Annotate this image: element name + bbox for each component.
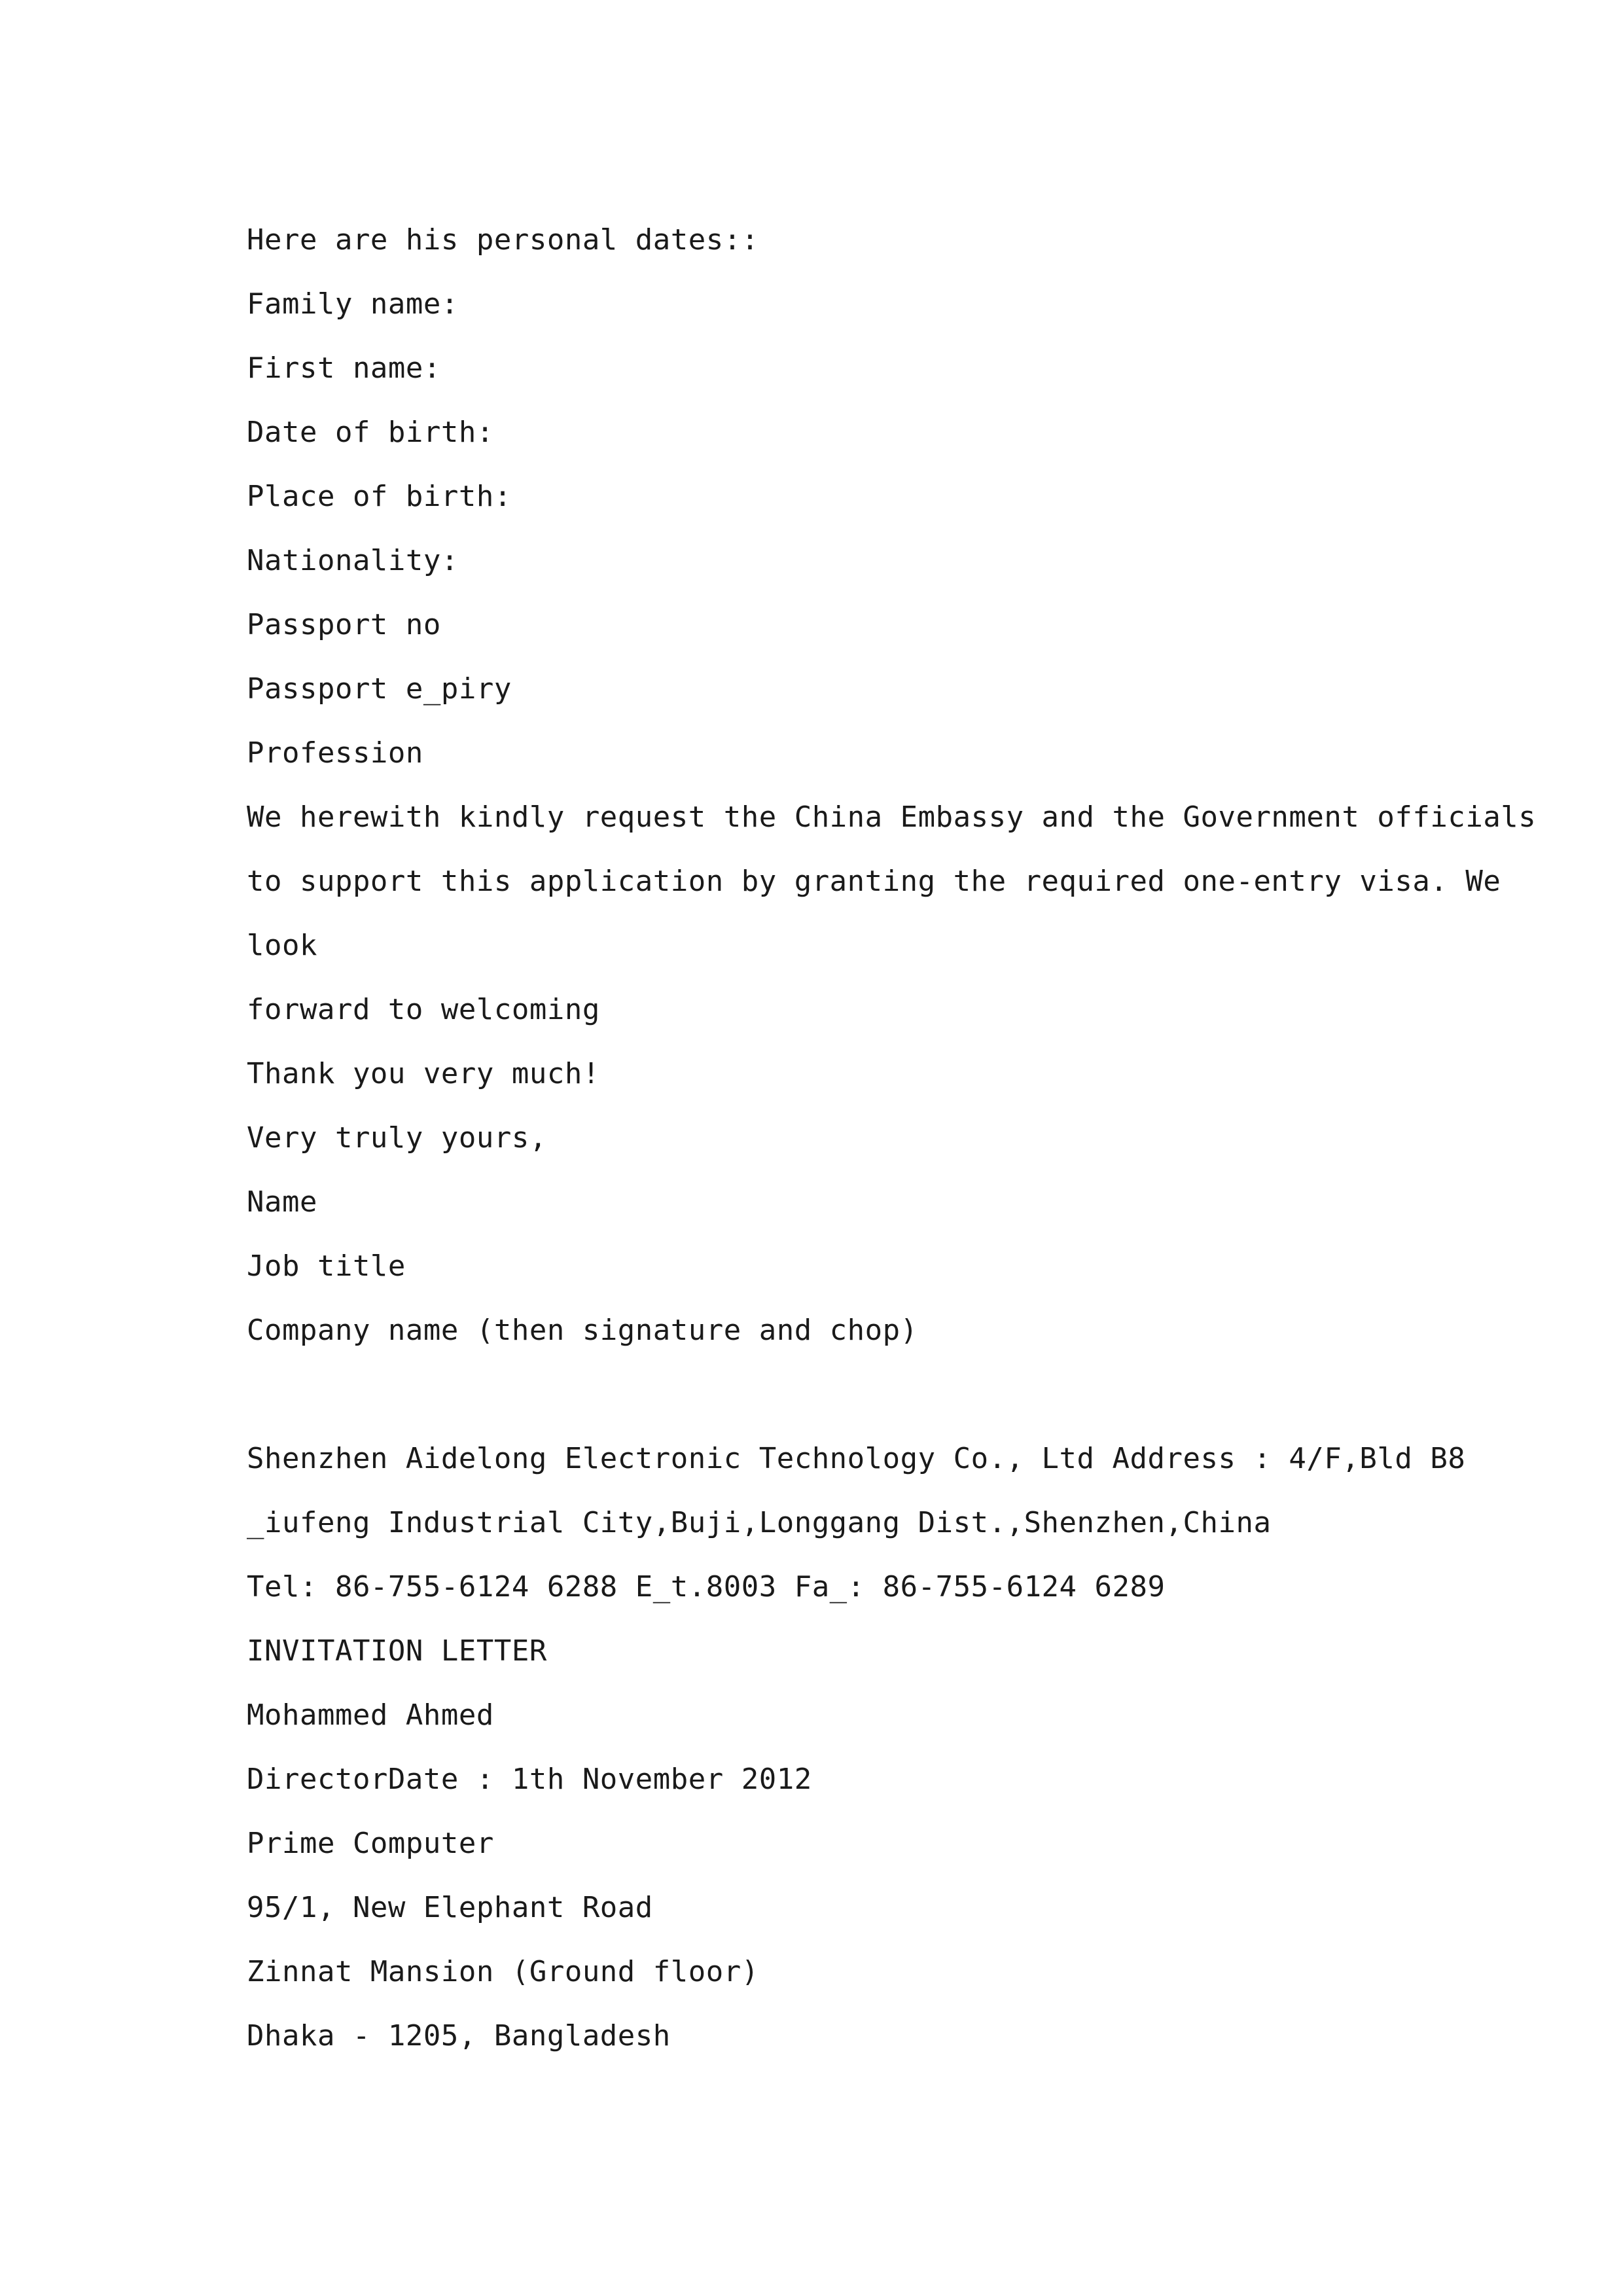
closing-line: Very truly yours, [247, 1121, 547, 1155]
nationality-label: Nationality: [247, 544, 459, 577]
thanks-line: Thank you very much! [247, 1057, 600, 1090]
recipient-address-1: 95/1, New Elephant Road [247, 1891, 653, 1924]
place-of-birth-label: Place of birth: [247, 480, 512, 513]
sender-address-line: _iufeng Industrial City,Buji,Longgang Dist.,Shenzhen,China [247, 1506, 1272, 1539]
letter-title: INVITATION LETTER [247, 1634, 547, 1668]
recipient-address-2: Zinnat Mansion (Ground floor) [247, 1955, 759, 1988]
passport-expiry-label: Passport e_piry [247, 672, 512, 706]
request-line-3: look [247, 929, 317, 962]
sender-contact-line: Tel: 86-755-6124 6288 E_t.8003 Fa_: 86-755-6124 6289 [247, 1570, 1166, 1604]
recipient-company: Prime Computer [247, 1827, 494, 1860]
date-of-birth-label: Date of birth: [247, 416, 494, 449]
first-name-label: First name: [247, 351, 441, 385]
recipient-name: Mohammed Ahmed [247, 1698, 494, 1732]
signature-job-title: Job title [247, 1249, 406, 1283]
sender-company-line: Shenzhen Aidelong Electronic Technology Co., Ltd Address : 4/F,Bld B8 [247, 1442, 1466, 1475]
signature-company: Company name (then signature and chop) [247, 1314, 918, 1347]
family-name-label: Family name: [247, 287, 459, 321]
recipient-address-3: Dhaka - 1205, Bangladesh [247, 2019, 671, 2053]
request-line-2: to support this application by granting the required one-entry visa. We [247, 865, 1501, 898]
passport-no-label: Passport no [247, 608, 441, 641]
letter-body [247, 208, 1537, 2068]
section-gap [247, 1363, 1399, 1427]
request-line-4: forward to welcoming [247, 993, 600, 1026]
profession-label: Profession [247, 736, 423, 770]
recipient-role-date: DirectorDate : 1th November 2012 [247, 1763, 812, 1796]
request-line-1: We herewith kindly request the China Embassy and the Government officials [247, 800, 1537, 834]
personal-dates-intro: Here are his personal dates:: [247, 223, 759, 257]
signature-name: Name [247, 1185, 317, 1219]
